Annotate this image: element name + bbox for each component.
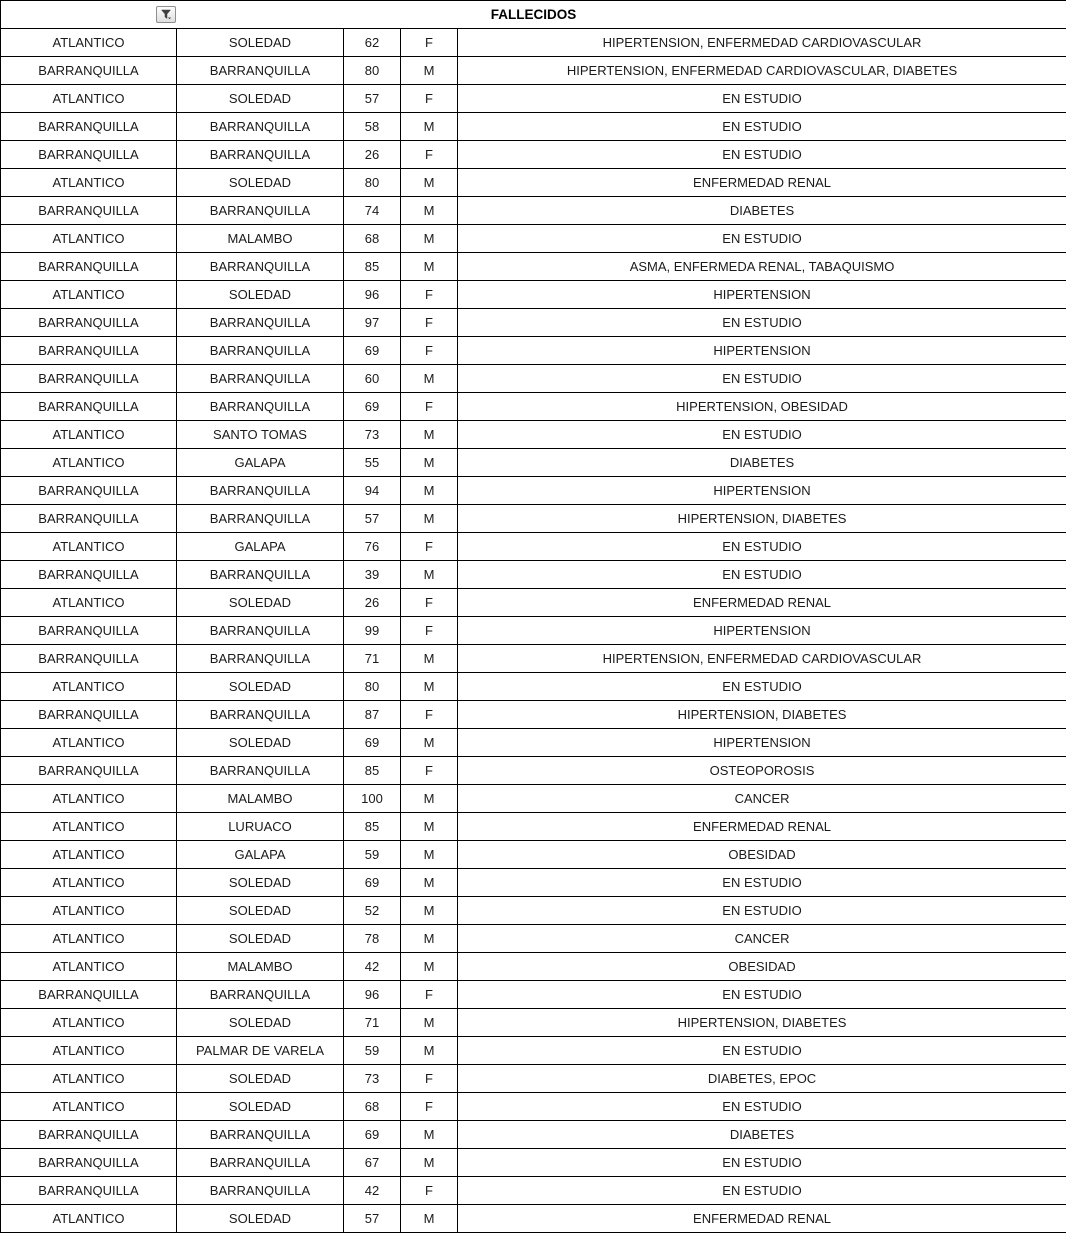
table-cell: ATLANTICO bbox=[1, 589, 177, 617]
table-row bbox=[1, 897, 1066, 925]
table-cell: 68 bbox=[344, 1093, 401, 1121]
table-cell: SOLEDAD bbox=[177, 281, 344, 309]
table-cell: BARRANQUILLA bbox=[177, 981, 344, 1009]
table-cell: 69 bbox=[344, 393, 401, 421]
table-cell: GALAPA bbox=[177, 449, 344, 477]
table-cell: 80 bbox=[344, 57, 401, 85]
table-cell: 100 bbox=[344, 785, 401, 813]
table-cell: 59 bbox=[344, 1037, 401, 1065]
table-cell: ATLANTICO bbox=[1, 533, 177, 561]
table-cell: 42 bbox=[344, 953, 401, 981]
table-cell: OBESIDAD bbox=[458, 841, 1066, 869]
table-cell: ATLANTICO bbox=[1, 1037, 177, 1065]
table-cell: M bbox=[401, 645, 458, 673]
table-cell: SOLEDAD bbox=[177, 1009, 344, 1037]
table-cell: F bbox=[401, 29, 458, 57]
table-row bbox=[1, 1037, 1066, 1065]
table-cell: ATLANTICO bbox=[1, 785, 177, 813]
table-cell: SANTO TOMAS bbox=[177, 421, 344, 449]
table-cell: ATLANTICO bbox=[1, 869, 177, 897]
table-cell: EN ESTUDIO bbox=[458, 1037, 1066, 1065]
table-cell: HIPERTENSION, DIABETES bbox=[458, 701, 1066, 729]
table-cell: BARRANQUILLA bbox=[177, 561, 344, 589]
table-cell: M bbox=[401, 197, 458, 225]
table-cell: M bbox=[401, 785, 458, 813]
table-cell: ATLANTICO bbox=[1, 673, 177, 701]
table-cell: BARRANQUILLA bbox=[1, 617, 177, 645]
table-row bbox=[1, 29, 1066, 57]
table-cell: ATLANTICO bbox=[1, 225, 177, 253]
table-cell: 67 bbox=[344, 1149, 401, 1177]
table-cell: ATLANTICO bbox=[1, 449, 177, 477]
table-cell: BARRANQUILLA bbox=[1, 393, 177, 421]
table-cell: BARRANQUILLA bbox=[1, 645, 177, 673]
table-row bbox=[1, 869, 1066, 897]
table-cell: EN ESTUDIO bbox=[458, 365, 1066, 393]
table-cell: M bbox=[401, 673, 458, 701]
table-row bbox=[1, 645, 1066, 673]
table-cell: BARRANQUILLA bbox=[177, 645, 344, 673]
table-cell: 26 bbox=[344, 141, 401, 169]
table-cell: 60 bbox=[344, 365, 401, 393]
table-cell: GALAPA bbox=[177, 841, 344, 869]
table-cell: SOLEDAD bbox=[177, 1093, 344, 1121]
table-cell: 55 bbox=[344, 449, 401, 477]
table-cell: SOLEDAD bbox=[177, 1065, 344, 1093]
table-cell: BARRANQUILLA bbox=[1, 113, 177, 141]
table-cell: HIPERTENSION bbox=[458, 281, 1066, 309]
table-row bbox=[1, 1149, 1066, 1177]
table-cell: 71 bbox=[344, 645, 401, 673]
table-cell: BARRANQUILLA bbox=[1, 505, 177, 533]
table-cell: M bbox=[401, 253, 458, 281]
table-cell: SOLEDAD bbox=[177, 925, 344, 953]
table-cell: BARRANQUILLA bbox=[1, 1177, 177, 1205]
table-cell: M bbox=[401, 1037, 458, 1065]
table-cell: OBESIDAD bbox=[458, 953, 1066, 981]
table-cell: ATLANTICO bbox=[1, 813, 177, 841]
table-cell: F bbox=[401, 85, 458, 113]
table-cell: F bbox=[401, 393, 458, 421]
table-row bbox=[1, 281, 1066, 309]
table-title: FALLECIDOS bbox=[490, 7, 577, 22]
table-cell: OSTEOPOROSIS bbox=[458, 757, 1066, 785]
table-row bbox=[1, 617, 1066, 645]
table-cell: 69 bbox=[344, 869, 401, 897]
table-cell: 69 bbox=[344, 1121, 401, 1149]
table-cell: 39 bbox=[344, 561, 401, 589]
table-cell: EN ESTUDIO bbox=[458, 1093, 1066, 1121]
table-row bbox=[1, 365, 1066, 393]
table-row bbox=[1, 701, 1066, 729]
table-row bbox=[1, 1009, 1066, 1037]
table-row bbox=[1, 673, 1066, 701]
table-cell: F bbox=[401, 1065, 458, 1093]
table-row bbox=[1, 533, 1066, 561]
table-row bbox=[1, 309, 1066, 337]
table-cell: M bbox=[401, 925, 458, 953]
table-cell: MALAMBO bbox=[177, 953, 344, 981]
table-cell: 62 bbox=[344, 29, 401, 57]
table-cell: BARRANQUILLA bbox=[1, 365, 177, 393]
table-cell: 80 bbox=[344, 169, 401, 197]
table-cell: 58 bbox=[344, 113, 401, 141]
table-row bbox=[1, 225, 1066, 253]
table-cell: SOLEDAD bbox=[177, 729, 344, 757]
table-cell: PALMAR DE VARELA bbox=[177, 1037, 344, 1065]
table-cell: BARRANQUILLA bbox=[177, 337, 344, 365]
table-cell: CANCER bbox=[458, 785, 1066, 813]
table-cell: M bbox=[401, 113, 458, 141]
table-cell: 76 bbox=[344, 533, 401, 561]
table-row bbox=[1, 785, 1066, 813]
table-cell: ATLANTICO bbox=[1, 925, 177, 953]
table-cell: MALAMBO bbox=[177, 225, 344, 253]
table-cell: ATLANTICO bbox=[1, 897, 177, 925]
table-cell: HIPERTENSION bbox=[458, 617, 1066, 645]
table-cell: ATLANTICO bbox=[1, 1009, 177, 1037]
table-cell: BARRANQUILLA bbox=[1, 981, 177, 1009]
table-cell: HIPERTENSION bbox=[458, 477, 1066, 505]
table-cell: EN ESTUDIO bbox=[458, 421, 1066, 449]
table-cell: EN ESTUDIO bbox=[458, 897, 1066, 925]
table-cell: BARRANQUILLA bbox=[1, 197, 177, 225]
table-cell: BARRANQUILLA bbox=[1, 141, 177, 169]
table-cell: BARRANQUILLA bbox=[177, 1177, 344, 1205]
table-cell: EN ESTUDIO bbox=[458, 561, 1066, 589]
table-cell: SOLEDAD bbox=[177, 169, 344, 197]
table-cell: M bbox=[401, 169, 458, 197]
table-cell: 73 bbox=[344, 421, 401, 449]
table-row bbox=[1, 113, 1066, 141]
table-cell: BARRANQUILLA bbox=[177, 1149, 344, 1177]
table-cell: SOLEDAD bbox=[177, 1205, 344, 1233]
table-cell: SOLEDAD bbox=[177, 869, 344, 897]
table-cell: HIPERTENSION bbox=[458, 729, 1066, 757]
table-cell: DIABETES bbox=[458, 1121, 1066, 1149]
table-cell: BARRANQUILLA bbox=[177, 365, 344, 393]
table-cell: BARRANQUILLA bbox=[1, 309, 177, 337]
table-cell: F bbox=[401, 533, 458, 561]
table-cell: BARRANQUILLA bbox=[1, 1121, 177, 1149]
table-row bbox=[1, 953, 1066, 981]
table-cell: ATLANTICO bbox=[1, 1065, 177, 1093]
table-cell: EN ESTUDIO bbox=[458, 533, 1066, 561]
table-cell: ATLANTICO bbox=[1, 1093, 177, 1121]
table-row bbox=[1, 421, 1066, 449]
table-row bbox=[1, 757, 1066, 785]
table-cell: ENFERMEDAD RENAL bbox=[458, 589, 1066, 617]
table-row bbox=[1, 981, 1066, 1009]
table-cell: EN ESTUDIO bbox=[458, 141, 1066, 169]
table-cell: F bbox=[401, 701, 458, 729]
table-cell: 97 bbox=[344, 309, 401, 337]
filter-funnel-icon bbox=[160, 9, 172, 20]
table-cell: 57 bbox=[344, 85, 401, 113]
table-cell: M bbox=[401, 561, 458, 589]
table-body bbox=[1, 29, 1066, 1233]
table-cell: ATLANTICO bbox=[1, 29, 177, 57]
table-cell: BARRANQUILLA bbox=[177, 617, 344, 645]
autofilter-button[interactable] bbox=[156, 6, 176, 23]
table-cell: BARRANQUILLA bbox=[1, 701, 177, 729]
table-cell: 78 bbox=[344, 925, 401, 953]
table-cell: EN ESTUDIO bbox=[458, 1177, 1066, 1205]
table-cell: EN ESTUDIO bbox=[458, 673, 1066, 701]
table-title-row bbox=[1, 1, 1066, 29]
table-cell: 57 bbox=[344, 1205, 401, 1233]
table-cell: ENFERMEDAD RENAL bbox=[458, 813, 1066, 841]
table-cell: 69 bbox=[344, 337, 401, 365]
table-cell: M bbox=[401, 57, 458, 85]
table-row bbox=[1, 813, 1066, 841]
table-row bbox=[1, 85, 1066, 113]
table-cell: BARRANQUILLA bbox=[177, 113, 344, 141]
table-cell: HIPERTENSION, OBESIDAD bbox=[458, 393, 1066, 421]
table-cell: ATLANTICO bbox=[1, 421, 177, 449]
table-cell: M bbox=[401, 505, 458, 533]
table-cell: ATLANTICO bbox=[1, 169, 177, 197]
table-cell: BARRANQUILLA bbox=[177, 393, 344, 421]
table-row bbox=[1, 477, 1066, 505]
table-cell: M bbox=[401, 729, 458, 757]
table-cell: M bbox=[401, 449, 458, 477]
table-row bbox=[1, 1177, 1066, 1205]
table-row bbox=[1, 197, 1066, 225]
table-cell: 57 bbox=[344, 505, 401, 533]
table-cell: HIPERTENSION, ENFERMEDAD CARDIOVASCULAR bbox=[458, 645, 1066, 673]
table-cell: M bbox=[401, 953, 458, 981]
table-cell: EN ESTUDIO bbox=[458, 869, 1066, 897]
table-cell: 71 bbox=[344, 1009, 401, 1037]
table-cell: ATLANTICO bbox=[1, 841, 177, 869]
table-cell: ASMA, ENFERMEDA RENAL, TABAQUISMO bbox=[458, 253, 1066, 281]
table-cell: F bbox=[401, 981, 458, 1009]
table-cell: BARRANQUILLA bbox=[177, 141, 344, 169]
table-cell: M bbox=[401, 365, 458, 393]
table-cell: SOLEDAD bbox=[177, 589, 344, 617]
table-cell: F bbox=[401, 757, 458, 785]
table-cell: M bbox=[401, 841, 458, 869]
table-cell: BARRANQUILLA bbox=[1, 337, 177, 365]
table-cell: BARRANQUILLA bbox=[177, 253, 344, 281]
table-cell: M bbox=[401, 869, 458, 897]
table-cell: SOLEDAD bbox=[177, 29, 344, 57]
table-cell: 59 bbox=[344, 841, 401, 869]
table-cell: DIABETES bbox=[458, 197, 1066, 225]
table-row bbox=[1, 141, 1066, 169]
table-row bbox=[1, 589, 1066, 617]
table-cell: EN ESTUDIO bbox=[458, 309, 1066, 337]
table-cell: LURUACO bbox=[177, 813, 344, 841]
table-cell: BARRANQUILLA bbox=[177, 477, 344, 505]
table-cell: BARRANQUILLA bbox=[1, 561, 177, 589]
table-cell: SOLEDAD bbox=[177, 85, 344, 113]
table-row bbox=[1, 729, 1066, 757]
table-row bbox=[1, 337, 1066, 365]
table-cell: DIABETES, EPOC bbox=[458, 1065, 1066, 1093]
table-cell: BARRANQUILLA bbox=[177, 309, 344, 337]
table-cell: 68 bbox=[344, 225, 401, 253]
table-title-cell bbox=[1, 1, 1066, 29]
table-cell: BARRANQUILLA bbox=[1, 1149, 177, 1177]
table-cell: 99 bbox=[344, 617, 401, 645]
table-row bbox=[1, 561, 1066, 589]
table-cell: ENFERMEDAD RENAL bbox=[458, 169, 1066, 197]
table-cell: DIABETES bbox=[458, 449, 1066, 477]
table-cell: M bbox=[401, 1121, 458, 1149]
table-cell: BARRANQUILLA bbox=[177, 57, 344, 85]
table-cell: HIPERTENSION, ENFERMEDAD CARDIOVASCULAR, DIABETES bbox=[458, 57, 1066, 85]
table-cell: HIPERTENSION, DIABETES bbox=[458, 1009, 1066, 1037]
table-row bbox=[1, 925, 1066, 953]
table-cell: HIPERTENSION bbox=[458, 337, 1066, 365]
table-cell: 73 bbox=[344, 1065, 401, 1093]
table-cell: EN ESTUDIO bbox=[458, 113, 1066, 141]
table-cell: F bbox=[401, 281, 458, 309]
table-cell: SOLEDAD bbox=[177, 897, 344, 925]
table-cell: M bbox=[401, 1009, 458, 1037]
table-cell: F bbox=[401, 589, 458, 617]
table-cell: M bbox=[401, 813, 458, 841]
table-cell: 42 bbox=[344, 1177, 401, 1205]
table-cell: EN ESTUDIO bbox=[458, 225, 1066, 253]
table-cell: ATLANTICO bbox=[1, 729, 177, 757]
table-cell: HIPERTENSION, ENFERMEDAD CARDIOVASCULAR bbox=[458, 29, 1066, 57]
table-cell: 85 bbox=[344, 253, 401, 281]
table-cell: 96 bbox=[344, 981, 401, 1009]
table-cell: 85 bbox=[344, 757, 401, 785]
table-row bbox=[1, 393, 1066, 421]
table-cell: MALAMBO bbox=[177, 785, 344, 813]
table-cell: M bbox=[401, 1205, 458, 1233]
table-cell: 26 bbox=[344, 589, 401, 617]
table-cell: M bbox=[401, 421, 458, 449]
table-cell: ENFERMEDAD RENAL bbox=[458, 1205, 1066, 1233]
table-row bbox=[1, 505, 1066, 533]
table-cell: 69 bbox=[344, 729, 401, 757]
table-cell: EN ESTUDIO bbox=[458, 981, 1066, 1009]
table-cell: BARRANQUILLA bbox=[1, 253, 177, 281]
table-cell: M bbox=[401, 225, 458, 253]
table-cell: SOLEDAD bbox=[177, 673, 344, 701]
table-cell: ATLANTICO bbox=[1, 281, 177, 309]
table-cell: 74 bbox=[344, 197, 401, 225]
table-cell: BARRANQUILLA bbox=[1, 757, 177, 785]
table-cell: BARRANQUILLA bbox=[1, 57, 177, 85]
table-cell: BARRANQUILLA bbox=[1, 477, 177, 505]
table-cell: F bbox=[401, 1177, 458, 1205]
table-row bbox=[1, 253, 1066, 281]
table-cell: HIPERTENSION, DIABETES bbox=[458, 505, 1066, 533]
table-cell: 87 bbox=[344, 701, 401, 729]
table-cell: 94 bbox=[344, 477, 401, 505]
table-cell: EN ESTUDIO bbox=[458, 85, 1066, 113]
table-cell: ATLANTICO bbox=[1, 85, 177, 113]
table-cell: F bbox=[401, 617, 458, 645]
table-cell: GALAPA bbox=[177, 533, 344, 561]
table-cell: BARRANQUILLA bbox=[177, 1121, 344, 1149]
table-cell: F bbox=[401, 1093, 458, 1121]
table-cell: ATLANTICO bbox=[1, 953, 177, 981]
table-row bbox=[1, 1065, 1066, 1093]
table-cell: BARRANQUILLA bbox=[177, 701, 344, 729]
table-cell: M bbox=[401, 477, 458, 505]
table-cell: 85 bbox=[344, 813, 401, 841]
table-cell: CANCER bbox=[458, 925, 1066, 953]
table-cell: M bbox=[401, 1149, 458, 1177]
table-row bbox=[1, 1121, 1066, 1149]
table-cell: 80 bbox=[344, 673, 401, 701]
table-cell: ATLANTICO bbox=[1, 1205, 177, 1233]
table-row bbox=[1, 841, 1066, 869]
table-row bbox=[1, 169, 1066, 197]
table-row bbox=[1, 57, 1066, 85]
table-cell: F bbox=[401, 141, 458, 169]
table-cell: EN ESTUDIO bbox=[458, 1149, 1066, 1177]
table-cell: M bbox=[401, 897, 458, 925]
table-cell: 52 bbox=[344, 897, 401, 925]
table-row bbox=[1, 1205, 1066, 1233]
table-cell: F bbox=[401, 309, 458, 337]
table-row bbox=[1, 1093, 1066, 1121]
table-cell: BARRANQUILLA bbox=[177, 197, 344, 225]
table-cell: 96 bbox=[344, 281, 401, 309]
table-cell: BARRANQUILLA bbox=[177, 757, 344, 785]
table-cell: F bbox=[401, 337, 458, 365]
table-cell: BARRANQUILLA bbox=[177, 505, 344, 533]
table-row bbox=[1, 449, 1066, 477]
